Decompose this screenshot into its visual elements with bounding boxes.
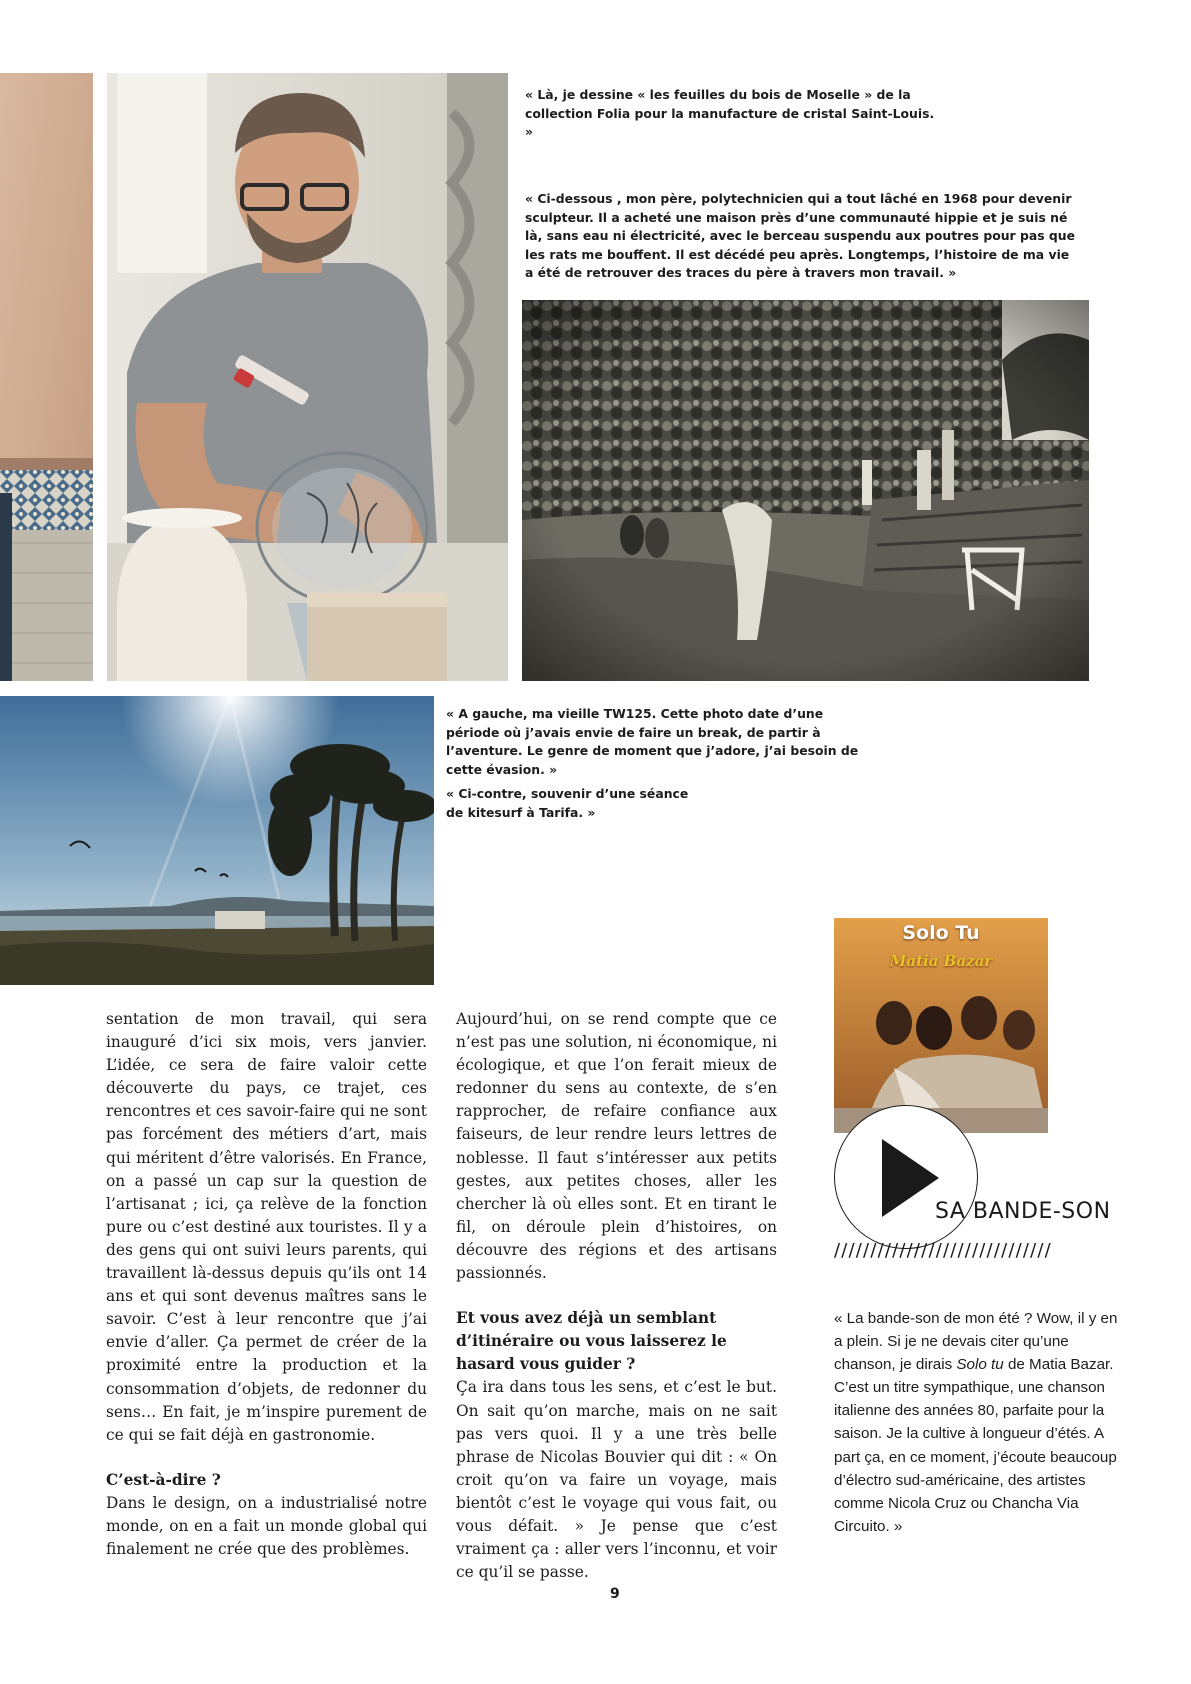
photo-moroccan-wall xyxy=(0,73,93,681)
song-title: Solo tu xyxy=(956,1356,1004,1374)
photo-designer-drawing xyxy=(107,73,508,681)
soundtrack-slashes: ////////////////////////////// xyxy=(834,1240,1052,1261)
caption-moto: « A gauche, ma vieille TW125. Cette photo date d’une période où j’avais envie de faire un break, de partir à l’aventure. Le genre de moment que j’adore, j’ai besoin de cette évasion. » xyxy=(446,706,859,777)
photo-father-sculptures xyxy=(522,300,1089,681)
article-col2-question: Et vous avez déjà un semblant d’itinéraire ou vous laisserez le hasard vous guider ? xyxy=(456,1309,727,1374)
article-col1-para1: sentation de mon travail, qui sera inauguré d’ici six mois, vers janvier. L’idée, ce sera de faire valoir cette découverte du pays, ce trajet, ces rencontres et ces savoir-faire qui ne sont pas forcément des métiers d’art, mais qui méritent d’être valorisés. En France, on a passé un cap sur la question de l’artisanat ; ici, ça relève de la fonction pure ou c’est destiné aux touristes. Il y a des gens qui ont suivi leurs parents, qui travaillent là-dessus depuis qu’ils ont 14 ans et qui sont devenus maîtres sans le savoir. C’est à leur rencontre que j’ai envie d’aller. Ça permet de créer de la proximité entre la production et la consommation d’objets, de redonner du sens… En fait, je m’inspire purement de ce qui se fait déjà en gastronomie. xyxy=(106,1010,427,1444)
play-button[interactable] xyxy=(834,1105,978,1249)
caption-father: « Ci-dessous , mon père, polytechnicien qui a tout lâché en 1968 pour devenir sculpteur. Il a acheté une maison près d’une communauté hippie et je suis né là, sans eau ni électricité, avec le berceau suspendu aux poutres pour pas que les rats me bouffent. Il est décédé peu après. Longtemps, l’histoire de ma vie a été de retrouver des traces du père à travers mon travail. » xyxy=(525,191,1075,281)
article-col2-para1: Aujourd’hui, on se rend compte que ce n’est pas une solution, ni économique, ni écologique, et que l’on ferait mieux de redonner du sens au contexte, de s’en rapprocher, de refaire confiance aux faiseurs, de leur rendre leurs lettres de noblesse. Il faut s’intéresser aux petits gestes, aux petites choses, aller les chercher là où elles sont. Et en tirant le fil, on déroule plein d’histoires, on découvre des régions et des artisans passionnés. xyxy=(456,1010,777,1283)
page-number: 9 xyxy=(610,1586,620,1602)
article-col2-para2: Ça ira dans tous les sens, et c’est le but. On sait qu’on marche, mais on ne sait pas vers quoi. Il y a une très belle phrase de Nicolas Bouvier qui dit : « On croit qu’on va faire un voyage, mais bientôt c’est le voyage qui vous fait, ou vous défait. » Je pense que c’est vraiment ça : aller vers l’inconnu, et voir ce qu’il se passe. xyxy=(456,1378,777,1582)
soundtrack-text-before: « La bande-son de mon été ? Wow, il y en a plein. Si je ne devais citer qu’une chanson, je dirais xyxy=(834,1310,1118,1374)
play-icon xyxy=(834,1105,978,1249)
caption-kitesurf: « Ci-contre, souvenir d’une séance de kitesurf à Tarifa. » xyxy=(446,786,689,820)
album-title: Solo Tu xyxy=(902,922,980,944)
article-column-1 xyxy=(106,1008,427,1561)
album-artist: Matia Bazar xyxy=(889,952,993,970)
soundtrack-text xyxy=(834,1307,1124,1538)
album-cover-solo-tu xyxy=(834,918,1048,1133)
article-column-2 xyxy=(456,1008,777,1584)
article-col1-para2: Dans le design, on a industrialisé notre monde, on en a fait un monde global qui finalement ne crée que des problèmes. xyxy=(106,1493,427,1559)
article-col1-question: C’est-à-dire ? xyxy=(106,1470,221,1489)
photo-kitesurf-tarifa xyxy=(0,696,434,985)
caption-top-drawing: « Là, je dessine « les feuilles du bois de Moselle » de la collection Folia pour la manufacture de cristal Saint-Louis. » xyxy=(525,87,935,140)
soundtrack-heading: SA BANDE-SON xyxy=(935,1199,1111,1224)
soundtrack-text-after: de Matia Bazar. C’est un titre sympathique, une chanson italienne des années 80, parfaite pour la saison. Je la cultive à longueur d’étés. A part ça, en ce moment, j’écoute beaucoup d’électro sud-américaine, des artistes comme Nicola Cruz ou Chancha Via Circuito. » xyxy=(834,1356,1117,1535)
